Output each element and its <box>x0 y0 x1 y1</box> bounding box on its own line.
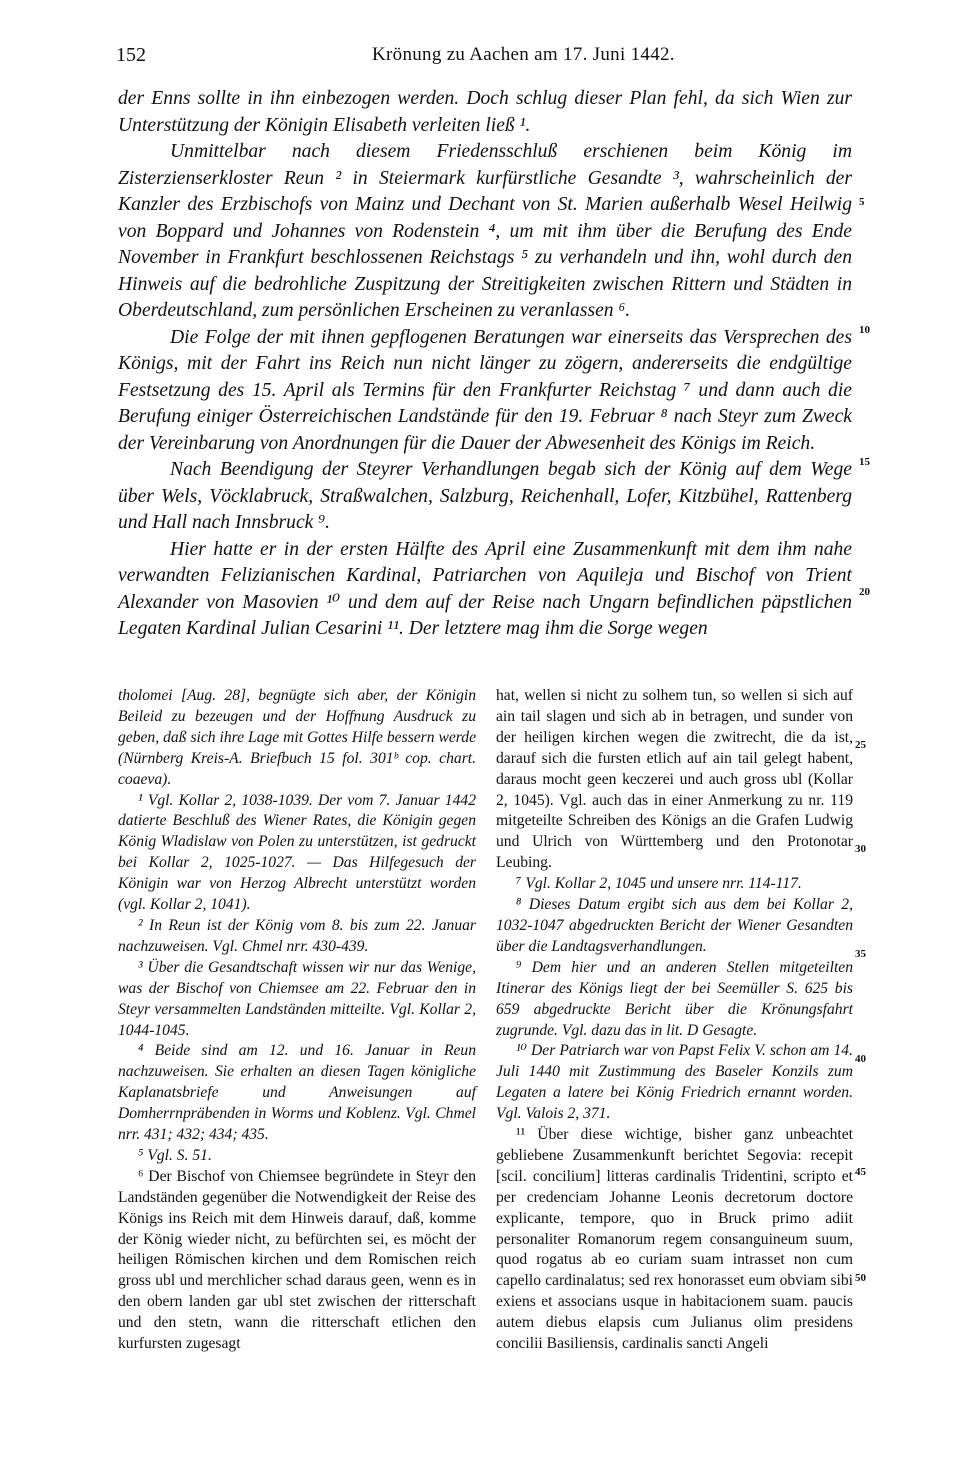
line-number: 45 <box>855 1166 866 1178</box>
line-number: 35 <box>855 948 866 960</box>
footnote: ³ Über die Gesandtschaft wissen wir nur das Wenige, was der Bischof von Chiemsee am 22. Februar den in Steyr versammelten Landständen mitteilte. Vgl. Kollar 2, 1044-1045. <box>118 958 476 1039</box>
page-number: 152 <box>116 44 146 66</box>
footnote: ⁵ Vgl. S. 51. <box>138 1146 212 1164</box>
paragraph: Nach Beendigung der Steyrer Verhandlungen begab sich der König auf dem Wege über Wels, Vöcklabruck, Straßwalchen, Salzburg, Reichenhall, Lofer, Kitzbühel, Rattenberg und Hall nach Innsbruck ⁹. <box>118 459 852 533</box>
line-number: 10 <box>859 324 870 336</box>
footnote: ¹⁰ Der Patriarch war von Papst Felix V. schon am 14. Juli 1440 mit Zustimmung des Baseler Konzils zum Legaten a latere bei König Friedrich ernannt worden. Vgl. Valois 2, 371. <box>496 1042 853 1123</box>
line-number: 15 <box>859 456 870 468</box>
footnote: ² In Reun ist der König vom 8. bis zum 22. Januar nachzuweisen. Vgl. Chmel nrr. 430-439. <box>118 916 476 955</box>
line-number: 20 <box>859 586 870 598</box>
running-title: Krönung zu Aachen am 17. Juni 1442. <box>372 44 675 65</box>
line-number: 25 <box>855 739 866 751</box>
line-number: 40 <box>855 1053 866 1065</box>
line-number: 30 <box>855 843 866 855</box>
paragraph: Unmittelbar nach diesem Friedensschluß erschienen beim König im Zisterzienserkloster Reun ² in Steiermark kurfürstliche Gesandte ³, wahrscheinlich der Kanzler des Erzbischofs von Mainz und Dechant von St. Marien außerhalb Wesel Heilwig von Boppard und Johannes von Rodenstein ⁴, um mit ihm über die Berufung des Ende November in Frankfurt beschlossenen Reichstags ⁵ zu verhandeln und ihn, wohl durch den Hinweis auf die bedrohliche Zuspitzung der Streitigkeiten zwischen Rittern und Städten in Oberdeutschland, zum persönlichen Erscheinen zu veranlassen ⁶. <box>118 141 852 321</box>
paragraph: Die Folge der mit ihnen gepflogenen Beratungen war einerseits das Versprechen des Königs, mit der Fahrt ins Reich nun nicht länger zu zögern, andererseits die endgültige Festsetzung des 15. April als Termins für den Frankfurter Reichstag ⁷ und dann auch die Berufung einiger Österreichischen Landstände für den 19. Februar ⁸ nach Steyr zum Zweck der Vereinbarung von Anordnungen für die Dauer der Abwesenheit des Königs im Reich. <box>118 326 852 454</box>
footnote: ¹¹ Über diese wichtige, bisher ganz unbeachtet gebliebene Zusammenkunft berichtet Segovia: recepit [scil. concilium] litteras cardinalis Tridentini, scripto et per credenciam Johanne Leonis decretorum doctore explicante, tempore, quo in Bruck primo adiit personaliter Romanorum regem consanguineum suum, quod rogatus ab eo curiam suam intrasset non cum capello cardinalatus; sed rex honorasset eum obviam sibi exiens et associans usque in habitacionem suam. paucis autem diebus elapsis cum Julianus olim presidens concilii Basiliensis, cardinalis sancti Angeli <box>496 1126 853 1353</box>
footnote: tholomei [Aug. 28], begnügte sich aber, der Königin Beileid zu bezeugen und der Hoffnung Ausdruck zu geben, daß sich ihre Lage mit Gottes Hilfe bessern werde (Nürnberg Kreis-A. Briefbuch 15 fol. 301ᵇ cop. chart. coaeva). <box>118 687 476 788</box>
footnotes-right-column <box>496 686 853 1355</box>
footnote: ⁸ Dieses Datum ergibt sich aus dem bei Kollar 2, 1032-1047 abgedruckten Bericht der Wiener Gesandten über die Landtagsverhandlungen. <box>496 896 853 955</box>
footnote: ⁶ Der Bischof von Chiemsee begründete in Steyr den Landständen gegenüber die Notwendigkeit der Reise des Königs ins Reich mit dem Hinweis darauf, daß, komme der König wieder nicht, zu befürchten sei, es möcht der heiligen Römischen kirchen und dem Romischen reich gross ubl und merchlicher schad daraus geen, wenn es in den obern landen gar ubl stet zwischen der ritterschaft und den stetn, wann die ritterschaft etlichen den kurfursten zugesagt <box>118 1167 476 1353</box>
footnote: ⁷ Vgl. Kollar 2, 1045 und unsere nrr. 114-117. <box>516 875 802 893</box>
line-number: 5 <box>859 196 865 208</box>
footnote: ⁹ Dem hier und an anderen Stellen mitgeteilten Itinerar des Königs liegt der bei Seemüller S. 625 bis 659 abgedruckte Bericht über die Krönungsfahrt zugrunde. Vgl. dazu das in lit. D Gesagte. <box>496 958 853 1039</box>
footnote: hat, wellen si nicht zu solhem tun, so wellen si sich auf ain tail slagen und sich ab in betragen, und sunder von der heiligen kirchen wegen die zwitrecht, die da ist, darauf sich die fursten etlich auf ain tail gelegt habent, daraus mocht geen keczerei und auch gross ubl (Kollar 2, 1045). Vgl. auch das in einer Anmerkung zu nr. 119 mitgeteilte Schreiben des Königs an die Grafen Ludwig und Ulrich von Württemberg und den Protonotar Leubing. <box>496 687 853 872</box>
main-text <box>118 86 852 643</box>
line-number: 50 <box>855 1272 866 1284</box>
footnote: ¹ Vgl. Kollar 2, 1038-1039. Der vom 7. Januar 1442 datierte Beschluß des Wiener Rates, die Königin gegen König Wladislaw von Polen zu unterstützen, ist gedruckt bei Kollar 2, 1025-1027. — Das Hilfegesuch der Königin war von Herzog Albrecht unterstützt worden (vgl. Kollar 2, 1041). <box>118 791 476 914</box>
footnote: ⁴ Beide sind am 12. und 16. Januar in Reun nachzuweisen. Sie erhalten an diesen Tagen königliche Kaplanatsbriefe und Anweisungen auf Domherrnpräbenden in Worms und Koblenz. Vgl. Chmel nrr. 431; 432; 434; 435. <box>118 1042 476 1144</box>
footnotes-left-column <box>118 686 476 1355</box>
paragraph: der Enns sollte in ihn einbezogen werden. Doch schlug dieser Plan fehl, da sich Wien zur Unterstützung der Königin Elisabeth verleiten ließ ¹. <box>118 88 852 136</box>
paragraph: Hier hatte er in der ersten Hälfte des April eine Zusammenkunft mit dem ihm nahe verwandten Felizianischen Kardinal, Patriarchen von Aquileja und Bischof von Trient Alexander von Masovien ¹⁰ und dem auf der Reise nach Ungarn befindlichen päpstlichen Legaten Kardinal Julian Cesarini ¹¹. Der letztere mag ihm die Sorge wegen <box>118 538 852 639</box>
page-header <box>116 44 862 70</box>
